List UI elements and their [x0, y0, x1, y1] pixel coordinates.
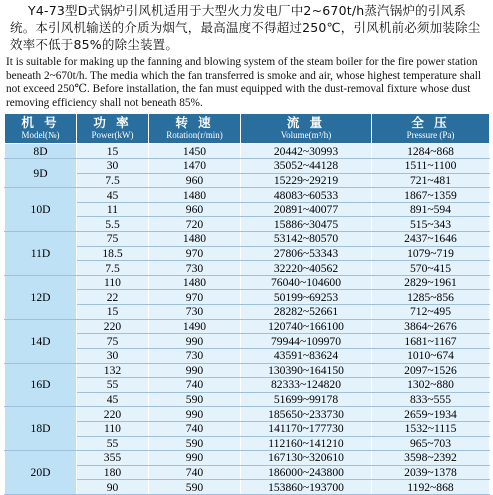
power-cell: 30 — [77, 348, 149, 363]
table-row — [5, 188, 490, 203]
volume-cell: 15229~29219 — [241, 173, 372, 188]
pressure-cell: 1284~868 — [372, 144, 490, 159]
power-cell: 15 — [77, 144, 149, 159]
power-cell: 7.5 — [77, 261, 149, 276]
rotation-cell: 730 — [149, 305, 241, 320]
model-cell: 12D — [5, 275, 77, 319]
table-row — [5, 173, 490, 188]
table-row — [5, 392, 490, 407]
header-power-en: Power(kW) — [91, 130, 134, 141]
volume-cell: 50199~69253 — [241, 290, 372, 305]
table-row — [5, 451, 490, 466]
volume-cell: 120740~166100 — [241, 319, 372, 334]
header-volume — [241, 114, 372, 144]
table-row — [5, 421, 490, 436]
power-cell: 220 — [77, 407, 149, 422]
table-row — [5, 319, 490, 334]
pressure-cell: 515~343 — [372, 217, 490, 232]
rotation-cell: 960 — [149, 202, 241, 217]
rotation-cell: 960 — [149, 173, 241, 188]
power-cell: 75 — [77, 334, 149, 349]
header-volume-en: Volume(m³/h) — [280, 130, 332, 141]
spec-table — [4, 113, 490, 495]
volume-cell: 53142~80570 — [241, 232, 372, 247]
volume-cell: 35052~44128 — [241, 158, 372, 173]
table-row — [5, 144, 490, 159]
rotation-cell: 590 — [149, 480, 241, 495]
pressure-cell: 1010~674 — [372, 348, 490, 363]
power-cell: 30 — [77, 158, 149, 173]
table-row — [5, 465, 490, 480]
rotation-cell: 970 — [149, 290, 241, 305]
header-rotation-en: Rotation(r/min) — [166, 130, 223, 141]
pressure-cell: 833~555 — [372, 392, 490, 407]
rotation-cell: 1490 — [149, 319, 241, 334]
rotation-cell: 1470 — [149, 158, 241, 173]
pressure-cell: 3598~2392 — [372, 451, 490, 466]
rotation-cell: 590 — [149, 392, 241, 407]
pressure-cell: 2829~1961 — [372, 275, 490, 290]
pressure-cell: 891~594 — [372, 202, 490, 217]
table-row — [5, 378, 490, 393]
volume-cell: 153860~193700 — [241, 480, 372, 495]
power-cell: 110 — [77, 421, 149, 436]
table-row — [5, 275, 490, 290]
model-cell: 8D — [5, 144, 77, 159]
pressure-cell: 1681~1167 — [372, 334, 490, 349]
pressure-cell: 1192~868 — [372, 480, 490, 495]
rotation-cell: 1480 — [149, 232, 241, 247]
model-cell: 9D — [5, 158, 77, 187]
table-row — [5, 232, 490, 247]
header-model — [5, 114, 77, 144]
rotation-cell: 590 — [149, 436, 241, 451]
volume-cell: 112160~141210 — [241, 436, 372, 451]
rotation-cell: 740 — [149, 378, 241, 393]
power-cell: 55 — [77, 378, 149, 393]
model-cell: 20D — [5, 451, 77, 495]
header-model-cn: 机 号 — [21, 115, 60, 131]
pressure-cell: 1867~1359 — [372, 188, 490, 203]
pressure-cell: 2097~1526 — [372, 363, 490, 378]
rotation-cell: 1450 — [149, 144, 241, 159]
power-cell: 180 — [77, 465, 149, 480]
power-cell: 22 — [77, 290, 149, 305]
intro-english: It is suitable for making up the fanning and blowing system of the steam boiler for the fire power station beneath 2~670t/h. The media which the fan transferred is smoke and air, whose highest temperature shall not exceed 250℃. Before installation, the fan must equipped with the dust-removal fixture whose dust removing efficiency shall not beneath 85%. — [6, 56, 482, 109]
table-row — [5, 363, 490, 378]
volume-cell: 185650~233730 — [241, 407, 372, 422]
table-row — [5, 407, 490, 422]
volume-cell: 43591~83624 — [241, 348, 372, 363]
volume-cell: 20891~40077 — [241, 202, 372, 217]
header-pressure-cn: 全 压 — [411, 115, 450, 131]
volume-cell: 15886~30475 — [241, 217, 372, 232]
pressure-cell: 1511~1100 — [372, 158, 490, 173]
table-row — [5, 246, 490, 261]
pressure-cell: 1302~880 — [372, 378, 490, 393]
pressure-cell: 3864~2676 — [372, 319, 490, 334]
pressure-cell: 2039~1378 — [372, 465, 490, 480]
rotation-cell: 730 — [149, 261, 241, 276]
header-power — [77, 114, 149, 144]
volume-cell: 130390~164150 — [241, 363, 372, 378]
pressure-cell: 2437~1646 — [372, 232, 490, 247]
model-cell: 18D — [5, 407, 77, 451]
power-cell: 15 — [77, 305, 149, 320]
header-pressure-en: Pressure (Pa) — [406, 130, 455, 141]
table-row — [5, 305, 490, 320]
model-cell: 14D — [5, 319, 77, 363]
rotation-cell: 1480 — [149, 275, 241, 290]
table-row — [5, 217, 490, 232]
power-cell: 75 — [77, 232, 149, 247]
rotation-cell: 720 — [149, 217, 241, 232]
intro-chinese: Y4-73型D式锅炉引风机适用于大型火力发电厂中2~670t/h蒸汽锅炉的引风系统。本引风机输送的介质为烟气，最高温度不得超过250℃，引风机前必须加装除尘效率不低于85%的除尘装置。 — [10, 3, 481, 52]
volume-cell: 48083~60533 — [241, 188, 372, 203]
rotation-cell: 990 — [149, 407, 241, 422]
volume-cell: 28282~52661 — [241, 305, 372, 320]
model-cell: 16D — [5, 363, 77, 407]
power-cell: 45 — [77, 392, 149, 407]
table-row — [5, 158, 490, 173]
table-row — [5, 480, 490, 495]
power-cell: 55 — [77, 436, 149, 451]
rotation-cell: 1480 — [149, 188, 241, 203]
power-cell: 355 — [77, 451, 149, 466]
volume-cell: 141170~177730 — [241, 421, 372, 436]
pressure-cell: 1532~1115 — [372, 421, 490, 436]
table-row — [5, 348, 490, 363]
volume-cell: 79944~109970 — [241, 334, 372, 349]
header-model-en: Model(№) — [21, 130, 60, 141]
rotation-cell: 990 — [149, 334, 241, 349]
header-rotation-cn: 转 速 — [175, 115, 214, 131]
header-power-cn: 功 率 — [93, 115, 132, 131]
pressure-cell: 712~495 — [372, 305, 490, 320]
power-cell: 11 — [77, 202, 149, 217]
power-cell: 110 — [77, 275, 149, 290]
pressure-cell: 965~703 — [372, 436, 490, 451]
table-row — [5, 290, 490, 305]
rotation-cell: 740 — [149, 421, 241, 436]
rotation-cell: 990 — [149, 363, 241, 378]
power-cell: 18.5 — [77, 246, 149, 261]
volume-cell: 167130~320610 — [241, 451, 372, 466]
volume-cell: 76040~104600 — [241, 275, 372, 290]
power-cell: 220 — [77, 319, 149, 334]
power-cell: 45 — [77, 188, 149, 203]
power-cell: 7.5 — [77, 173, 149, 188]
pressure-cell: 570~415 — [372, 261, 490, 276]
table-header-row — [5, 114, 490, 144]
volume-cell: 20442~30993 — [241, 144, 372, 159]
volume-cell: 27806~53343 — [241, 246, 372, 261]
table-row — [5, 334, 490, 349]
spec-table-body — [5, 144, 490, 495]
volume-cell: 51699~99178 — [241, 392, 372, 407]
power-cell: 5.5 — [77, 217, 149, 232]
pressure-cell: 1079~719 — [372, 246, 490, 261]
rotation-cell: 990 — [149, 451, 241, 466]
table-row — [5, 202, 490, 217]
volume-cell: 186000~243800 — [241, 465, 372, 480]
power-cell: 132 — [77, 363, 149, 378]
volume-cell: 82333~124820 — [241, 378, 372, 393]
rotation-cell: 740 — [149, 465, 241, 480]
pressure-cell: 1285~856 — [372, 290, 490, 305]
power-cell: 90 — [77, 480, 149, 495]
rotation-cell: 970 — [149, 246, 241, 261]
header-pressure — [372, 114, 490, 144]
pressure-cell: 721~481 — [372, 173, 490, 188]
table-row — [5, 436, 490, 451]
volume-cell: 32220~40562 — [241, 261, 372, 276]
pressure-cell: 2659~1934 — [372, 407, 490, 422]
rotation-cell: 730 — [149, 348, 241, 363]
table-row — [5, 261, 490, 276]
model-cell: 11D — [5, 232, 77, 276]
header-rotation — [149, 114, 241, 144]
header-volume-cn: 流 量 — [286, 115, 326, 131]
model-cell: 10D — [5, 188, 77, 232]
